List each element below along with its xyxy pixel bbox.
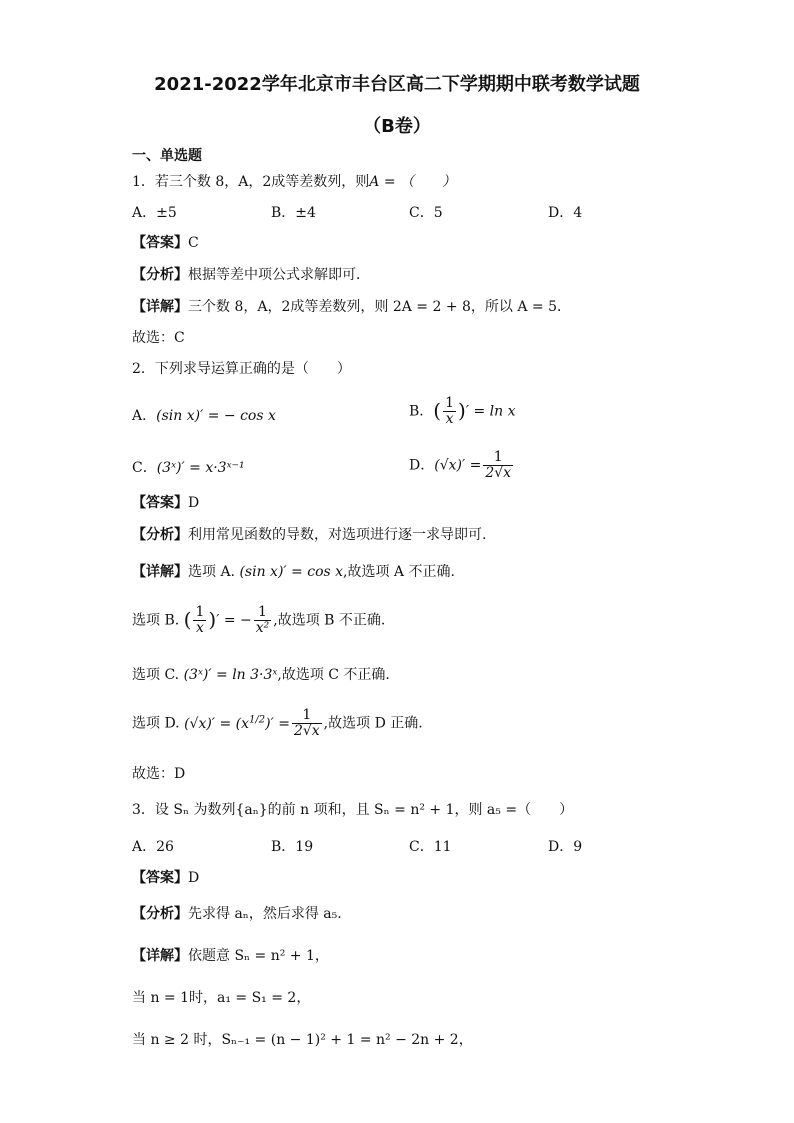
page-title: 2021-2022学年北京市丰台区高二下学期期中联考数学试题: [154, 74, 640, 95]
q2-detail-d: 选项 D. $(√x)' = (x^{1/2})'$ = $\frac{1}{2√x}$ ,故选项 D 正确.: [132, 707, 423, 739]
q3-analysis: 【分析】先求得 aₙ，然后求得 a₅.: [132, 906, 342, 922]
q1-option-a: A．±5: [132, 205, 177, 221]
q1-option-c: C．5: [409, 205, 443, 221]
q3-answer: 【答案】D: [132, 870, 200, 886]
q1-detail: 【详解】三个数 8，A，2成等差数列，则 2A = 2 + 8，所以 A = 5．: [132, 299, 572, 315]
section-heading: 一、单选题: [132, 148, 202, 164]
q2-option-d: D．(√x)′ = $\frac{1}{2√x}$: [409, 449, 512, 481]
q2-option-c: C．(3ˣ)′ = x·3ˣ⁻¹: [132, 460, 245, 476]
q3-option-d: D．9: [548, 839, 583, 855]
q2-option-a: A．(sin x)′ = − cos x: [132, 408, 276, 424]
q3-detail-line3: 当 n ≥ 2 时，Sₙ₋₁ = (n − 1)² + 1 = n² − 2n + 2，: [132, 1032, 473, 1048]
q2-detail-c: 选项 C. (3ˣ)′ = ln 3·3ˣ,故选项 C 不正确.: [132, 667, 390, 683]
q2-detail-b: 选项 B. ( $\frac{1}{x}$ )′ = − $\frac{1}{\text{x²}}$ ,故选项 B 不正确.: [132, 604, 386, 636]
page-subtitle: （B卷）: [363, 116, 431, 137]
q1-option-d: D．4: [548, 205, 583, 221]
q3-option-c: C．11: [409, 839, 452, 855]
q2-answer: 【答案】D: [132, 495, 200, 511]
q1-option-b: B．±4: [271, 205, 316, 221]
q1-stem: 1．若三个数 8，A，2成等差数列，则A = （ ）: [132, 174, 457, 190]
q1-conclusion: 故选：C: [132, 330, 185, 346]
fraction-one-over-2-sqrt-x: $\frac{1}{2√x}$: [485, 449, 512, 481]
q1-answer: 【答案】C: [132, 235, 199, 251]
q3-stem: 3．设 Sₙ 为数列{aₙ}的前 n 项和，且 Sₙ = n² + 1，则 a₅ =（ ）: [132, 802, 574, 818]
q2-option-b: B．( $\frac{1}{x}$ )′ = ln x: [409, 395, 516, 427]
fraction-one-over-x: $\frac{1}{x}$: [445, 395, 455, 427]
q2-detail-a: 【详解】选项 A. (sin x)′ = cos x,故选项 A 不正确.: [132, 564, 455, 580]
q1-analysis: 【分析】根据等差中项公式求解即可．: [132, 267, 370, 283]
q3-detail-line2: 当 n = 1时，a₁ = S₁ = 2，: [132, 990, 311, 1006]
q2-analysis: 【分析】利用常见函数的导数，对选项进行逐一求导即可.: [132, 527, 487, 543]
q2-stem: 2．下列求导运算正确的是（ ）: [132, 361, 351, 377]
q3-option-a: A．26: [132, 839, 174, 855]
q2-conclusion: 故选：D: [132, 766, 186, 782]
q3-option-b: B．19: [271, 839, 314, 855]
q3-detail: 【详解】依题意 Sₙ = n² + 1，: [132, 948, 329, 964]
